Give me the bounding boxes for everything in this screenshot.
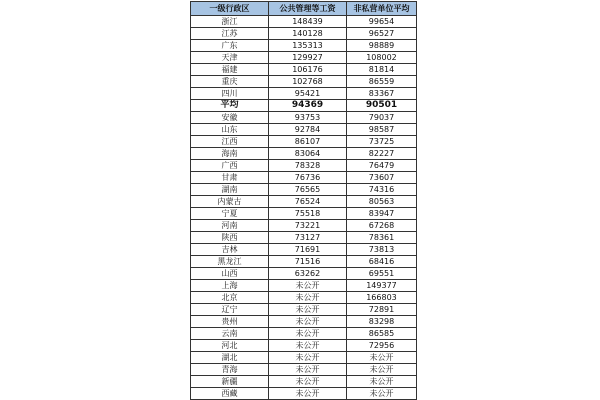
table-body xyxy=(191,16,417,400)
table-row xyxy=(191,160,417,172)
cell-public-admin-wage: 83064 xyxy=(269,148,347,160)
table-row xyxy=(191,172,417,184)
cell-non-private-average: 79037 xyxy=(347,112,417,124)
table-header-row xyxy=(191,2,417,16)
table-row xyxy=(191,364,417,376)
cell-region: 吉林 xyxy=(191,244,269,256)
cell-public-admin-wage: 75518 xyxy=(269,208,347,220)
cell-region: 辽宁 xyxy=(191,304,269,316)
table-row xyxy=(191,76,417,88)
cell-non-private-average: 80563 xyxy=(347,196,417,208)
table-row xyxy=(191,244,417,256)
table-row xyxy=(191,352,417,364)
cell-public-admin-wage: 未公开 xyxy=(269,316,347,328)
cell-region: 河南 xyxy=(191,220,269,232)
cell-non-private-average: 96527 xyxy=(347,28,417,40)
cell-non-private-average: 74316 xyxy=(347,184,417,196)
table-row xyxy=(191,232,417,244)
cell-public-admin-wage: 86107 xyxy=(269,136,347,148)
wage-table xyxy=(190,1,417,400)
cell-non-private-average: 98889 xyxy=(347,40,417,52)
table-row xyxy=(191,376,417,388)
table-row xyxy=(191,328,417,340)
cell-non-private-average: 83367 xyxy=(347,88,417,100)
cell-region: 山西 xyxy=(191,268,269,280)
cell-non-private-average: 98587 xyxy=(347,124,417,136)
cell-public-admin-wage: 78328 xyxy=(269,160,347,172)
cell-public-admin-wage: 71691 xyxy=(269,244,347,256)
cell-non-private-average: 86585 xyxy=(347,328,417,340)
cell-non-private-average: 99654 xyxy=(347,16,417,28)
cell-public-admin-wage: 102768 xyxy=(269,76,347,88)
cell-public-admin-wage: 135313 xyxy=(269,40,347,52)
table-row xyxy=(191,112,417,124)
cell-public-admin-wage: 71516 xyxy=(269,256,347,268)
table-row xyxy=(191,64,417,76)
cell-region: 内蒙古 xyxy=(191,196,269,208)
cell-region: 重庆 xyxy=(191,76,269,88)
cell-public-admin-wage: 148439 xyxy=(269,16,347,28)
cell-non-private-average: 73607 xyxy=(347,172,417,184)
cell-region: 浙江 xyxy=(191,16,269,28)
cell-region: 海南 xyxy=(191,148,269,160)
cell-region: 湖南 xyxy=(191,184,269,196)
header-public-admin-wage: 公共管理等工资 xyxy=(269,2,347,16)
table-row xyxy=(191,304,417,316)
cell-non-private-average: 76479 xyxy=(347,160,417,172)
table-row xyxy=(191,268,417,280)
cell-region: 上海 xyxy=(191,280,269,292)
cell-region: 河北 xyxy=(191,340,269,352)
cell-public-admin-wage: 106176 xyxy=(269,64,347,76)
cell-public-admin-wage: 73127 xyxy=(269,232,347,244)
cell-public-admin-wage: 73221 xyxy=(269,220,347,232)
cell-public-admin-wage: 94369 xyxy=(269,100,347,112)
cell-region: 山东 xyxy=(191,124,269,136)
cell-non-private-average: 68416 xyxy=(347,256,417,268)
cell-region: 广西 xyxy=(191,160,269,172)
cell-non-private-average: 83298 xyxy=(347,316,417,328)
cell-non-private-average: 72956 xyxy=(347,340,417,352)
cell-region: 云南 xyxy=(191,328,269,340)
cell-region: 湖北 xyxy=(191,352,269,364)
table-row xyxy=(191,28,417,40)
table-row xyxy=(191,40,417,52)
cell-public-admin-wage: 76736 xyxy=(269,172,347,184)
cell-public-admin-wage: 未公开 xyxy=(269,328,347,340)
header-region: 一级行政区 xyxy=(191,2,269,16)
cell-region: 陕西 xyxy=(191,232,269,244)
cell-non-private-average: 166803 xyxy=(347,292,417,304)
table-row xyxy=(191,340,417,352)
cell-region: 贵州 xyxy=(191,316,269,328)
table-row xyxy=(191,136,417,148)
cell-non-private-average: 90501 xyxy=(347,100,417,112)
cell-non-private-average: 73725 xyxy=(347,136,417,148)
cell-region: 天津 xyxy=(191,52,269,64)
cell-region: 广东 xyxy=(191,40,269,52)
cell-public-admin-wage: 129927 xyxy=(269,52,347,64)
cell-region: 福建 xyxy=(191,64,269,76)
cell-public-admin-wage: 未公开 xyxy=(269,364,347,376)
cell-non-private-average: 86559 xyxy=(347,76,417,88)
table-row xyxy=(191,124,417,136)
cell-region: 北京 xyxy=(191,292,269,304)
header-non-private-average: 非私营单位平均 xyxy=(347,2,417,16)
cell-public-admin-wage: 未公开 xyxy=(269,376,347,388)
cell-region: 四川 xyxy=(191,88,269,100)
cell-non-private-average: 82227 xyxy=(347,148,417,160)
cell-region: 甘肃 xyxy=(191,172,269,184)
cell-region: 新疆 xyxy=(191,376,269,388)
table-row xyxy=(191,88,417,100)
cell-public-admin-wage: 93753 xyxy=(269,112,347,124)
cell-non-private-average: 未公开 xyxy=(347,376,417,388)
cell-public-admin-wage: 140128 xyxy=(269,28,347,40)
table-row-average xyxy=(191,100,417,112)
cell-non-private-average: 73813 xyxy=(347,244,417,256)
table-row xyxy=(191,220,417,232)
cell-non-private-average: 149377 xyxy=(347,280,417,292)
cell-region: 江苏 xyxy=(191,28,269,40)
cell-non-private-average: 72891 xyxy=(347,304,417,316)
cell-public-admin-wage: 未公开 xyxy=(269,292,347,304)
table-row xyxy=(191,280,417,292)
table-row xyxy=(191,52,417,64)
cell-region: 西藏 xyxy=(191,388,269,400)
table-row xyxy=(191,292,417,304)
cell-public-admin-wage: 95421 xyxy=(269,88,347,100)
cell-region: 江西 xyxy=(191,136,269,148)
cell-public-admin-wage: 未公开 xyxy=(269,352,347,364)
cell-non-private-average: 未公开 xyxy=(347,388,417,400)
cell-public-admin-wage: 未公开 xyxy=(269,280,347,292)
cell-region: 安徽 xyxy=(191,112,269,124)
cell-public-admin-wage: 76524 xyxy=(269,196,347,208)
table-row xyxy=(191,148,417,160)
table-row xyxy=(191,388,417,400)
cell-public-admin-wage: 76565 xyxy=(269,184,347,196)
cell-region: 平均 xyxy=(191,100,269,112)
cell-non-private-average: 108002 xyxy=(347,52,417,64)
table-row xyxy=(191,16,417,28)
cell-region: 宁夏 xyxy=(191,208,269,220)
cell-region: 黑龙江 xyxy=(191,256,269,268)
cell-public-admin-wage: 未公开 xyxy=(269,340,347,352)
cell-non-private-average: 未公开 xyxy=(347,364,417,376)
table-row xyxy=(191,316,417,328)
cell-non-private-average: 78361 xyxy=(347,232,417,244)
cell-public-admin-wage: 92784 xyxy=(269,124,347,136)
cell-non-private-average: 未公开 xyxy=(347,352,417,364)
cell-public-admin-wage: 63262 xyxy=(269,268,347,280)
table-row xyxy=(191,256,417,268)
cell-non-private-average: 69551 xyxy=(347,268,417,280)
table-row xyxy=(191,184,417,196)
cell-region: 青海 xyxy=(191,364,269,376)
cell-non-private-average: 67268 xyxy=(347,220,417,232)
table-row xyxy=(191,196,417,208)
cell-public-admin-wage: 未公开 xyxy=(269,304,347,316)
cell-public-admin-wage: 未公开 xyxy=(269,388,347,400)
cell-non-private-average: 83947 xyxy=(347,208,417,220)
table-row xyxy=(191,208,417,220)
cell-non-private-average: 81814 xyxy=(347,64,417,76)
